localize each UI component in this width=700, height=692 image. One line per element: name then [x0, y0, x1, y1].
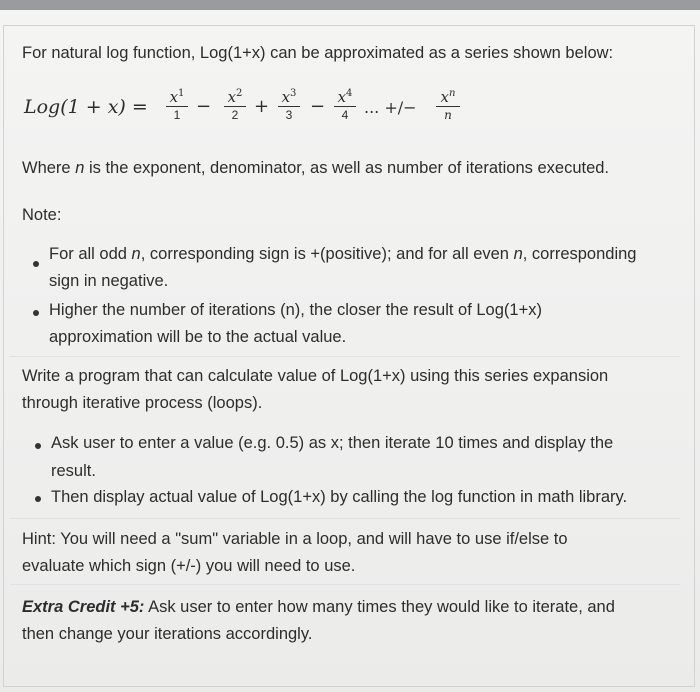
term-n: $x^n$ n: [436, 86, 460, 122]
op-1: −: [196, 96, 212, 117]
extra-credit-line2: then change your iterations accordingly.: [22, 625, 313, 643]
note-1-line1: For all odd n, corresponding sign is +(positive); and for all even n, corresponding: [49, 245, 637, 263]
intro-text: For natural log function, Log(1+x) can be approximated as a series shown below:: [22, 44, 614, 62]
step-1-line1: Ask user to enter a value (e.g. 0.5) as x; then iterate 10 times and display the: [51, 434, 614, 452]
note-label: Note:: [22, 206, 62, 224]
bullet-dot: [33, 261, 39, 267]
hint-line1: Hint: You will need a "sum" variable in a loop, and will have to use if/else to: [22, 530, 568, 548]
note-2-line1: Higher the number of iterations (n), the closer the result of Log(1+x): [49, 301, 542, 319]
task-line2: through iterative process (loops).: [22, 394, 263, 412]
page: [0, 10, 700, 692]
term-4: $x^4$ 4: [334, 86, 356, 122]
task-line1: Write a program that can calculate value of Log(1+x) using this series expansion: [22, 367, 609, 385]
term-2: $x^2$ 2: [224, 86, 246, 122]
op-4: ... +/−: [364, 98, 417, 117]
note-1-line2: sign in negative.: [49, 272, 169, 290]
hint-line2: evaluate which sign (+/-) you will need to use.: [22, 557, 356, 575]
divider: [10, 356, 680, 357]
term-1: $x^1$ 1: [166, 86, 188, 122]
note-2-line2: approximation will be to the actual value.: [49, 328, 347, 346]
extra-credit-line1: Extra Credit +5: Ask user to enter how many times they would like to iterate, and: [22, 598, 615, 616]
where-text: Where n is the exponent, denominator, as well as number of iterations executed.: [22, 159, 610, 177]
step-1-line2: result.: [51, 462, 96, 480]
op-3: −: [310, 96, 326, 117]
bullet-dot: [33, 310, 39, 316]
divider: [10, 584, 680, 585]
step-2-line1: Then display actual value of Log(1+x) by calling the log function in math library.: [51, 488, 628, 506]
term-3: $x^3$ 3: [278, 86, 300, 122]
bullet-dot: [35, 443, 41, 449]
formula-lhs: Log(1 + x) =: [24, 96, 148, 118]
divider: [10, 518, 680, 519]
extra-credit-label: Extra Credit +5:: [22, 598, 145, 616]
op-2: +: [254, 96, 270, 117]
bullet-dot: [35, 496, 41, 502]
